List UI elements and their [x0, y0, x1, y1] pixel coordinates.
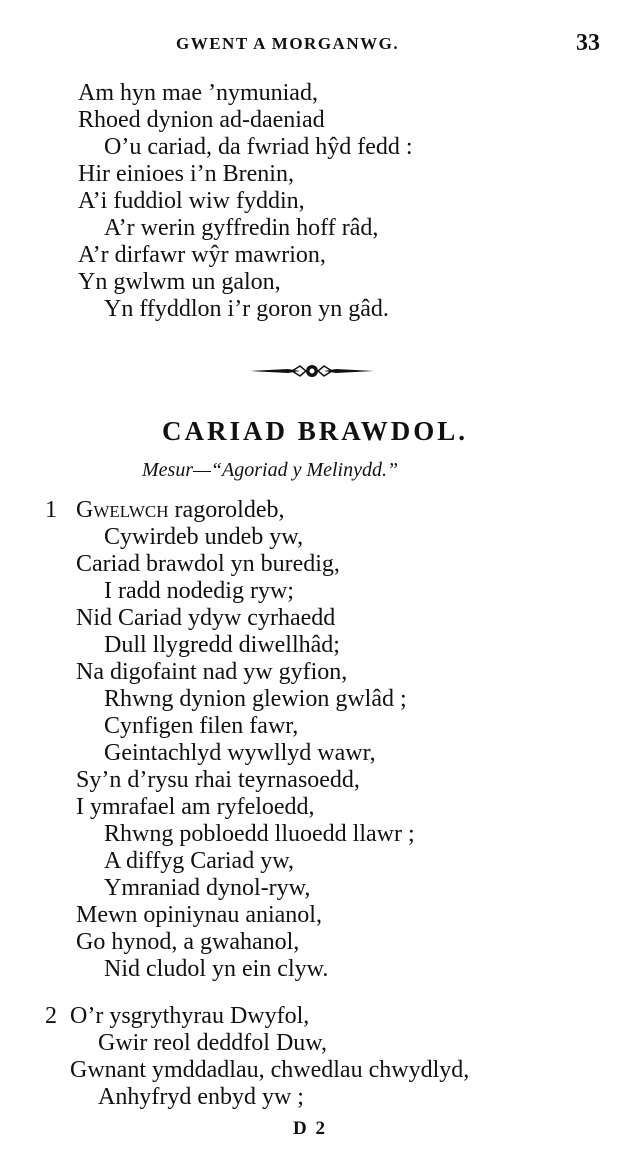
- verse-line: O’r ysgrythyrau Dwyfol,: [70, 1003, 310, 1029]
- verse-line: Rhwng pobloedd lluoedd llawr ;: [104, 821, 415, 847]
- verse-line-first: [76, 497, 285, 524]
- verse-line: A’r werin gyffredin hoff râd,: [104, 215, 379, 241]
- verse-line: Yn ffyddlon i’r goron yn gâd.: [104, 296, 389, 322]
- first-word: Gwelwch: [76, 497, 169, 523]
- verse-line: A’i fuddiol wiw fyddin,: [78, 188, 305, 214]
- page-number: 33: [576, 30, 600, 56]
- verse-line: O’u cariad, da fwriad hŷd fedd :: [104, 134, 413, 160]
- verse-line: Dull llygredd diwellhâd;: [104, 632, 340, 658]
- verse-line: Ymraniad dynol-ryw,: [104, 875, 311, 901]
- running-head: GWENT A MORGANWG.: [176, 34, 400, 53]
- verse-line: Cariad brawdol yn buredig,: [76, 551, 340, 577]
- verse-line: Cywirdeb undeb yw,: [104, 524, 304, 550]
- verse-line: Rhwng dynion glewion gwlâd ;: [104, 686, 407, 712]
- verse-line: A’r dirfawr wŷr mawrion,: [78, 242, 326, 268]
- poem-meter: Mesur—“Agoriad y Melinydd.”: [142, 459, 399, 481]
- verse-line: Gwnant ymddadlau, chwedlau chwydlyd,: [70, 1057, 470, 1083]
- verse-line: Nid cludol yn ein clyw.: [104, 956, 329, 982]
- verse-line: Cynfigen filen fawr,: [104, 713, 299, 739]
- verse-line: Na digofaint nad yw gyfion,: [76, 659, 348, 685]
- verse-line: A diffyg Cariad yw,: [104, 848, 294, 874]
- verse-line: Hir einioes i’n Brenin,: [78, 161, 294, 187]
- verse-line: Am hyn mae ’nymuniad,: [78, 80, 318, 106]
- verse-line: Sy’n d’rysu rhai teyrnasoedd,: [76, 767, 360, 793]
- verse-line: Nid Cariad ydyw cyrhaedd: [76, 605, 336, 631]
- first-line-rest: ragoroldeb,: [168, 497, 285, 523]
- verse-line: I ymrafael am ryfeloedd,: [76, 794, 315, 820]
- ornament-divider-icon: [248, 361, 376, 381]
- verse-line: Yn gwlwm un galon,: [78, 269, 281, 295]
- stanza-number: 1: [45, 497, 57, 523]
- poem-title: CARIAD BRAWDOL.: [161, 416, 469, 446]
- verse-line: Geintachlyd wywllyd wawr,: [104, 740, 376, 766]
- signature-mark: D 2: [293, 1118, 327, 1139]
- verse-line: Rhoed dynion ad-daeniad: [78, 107, 325, 133]
- verse-line: Mewn opiniynau anianol,: [76, 902, 322, 928]
- verse-line: Go hynod, a gwahanol,: [76, 929, 300, 955]
- verse-line: I radd nodedig ryw;: [104, 578, 294, 604]
- verse-line: Anhyfryd enbyd yw ;: [98, 1084, 304, 1110]
- stanza-number: 2: [45, 1003, 57, 1029]
- verse-line: Gwir reol deddfol Duw,: [98, 1030, 328, 1056]
